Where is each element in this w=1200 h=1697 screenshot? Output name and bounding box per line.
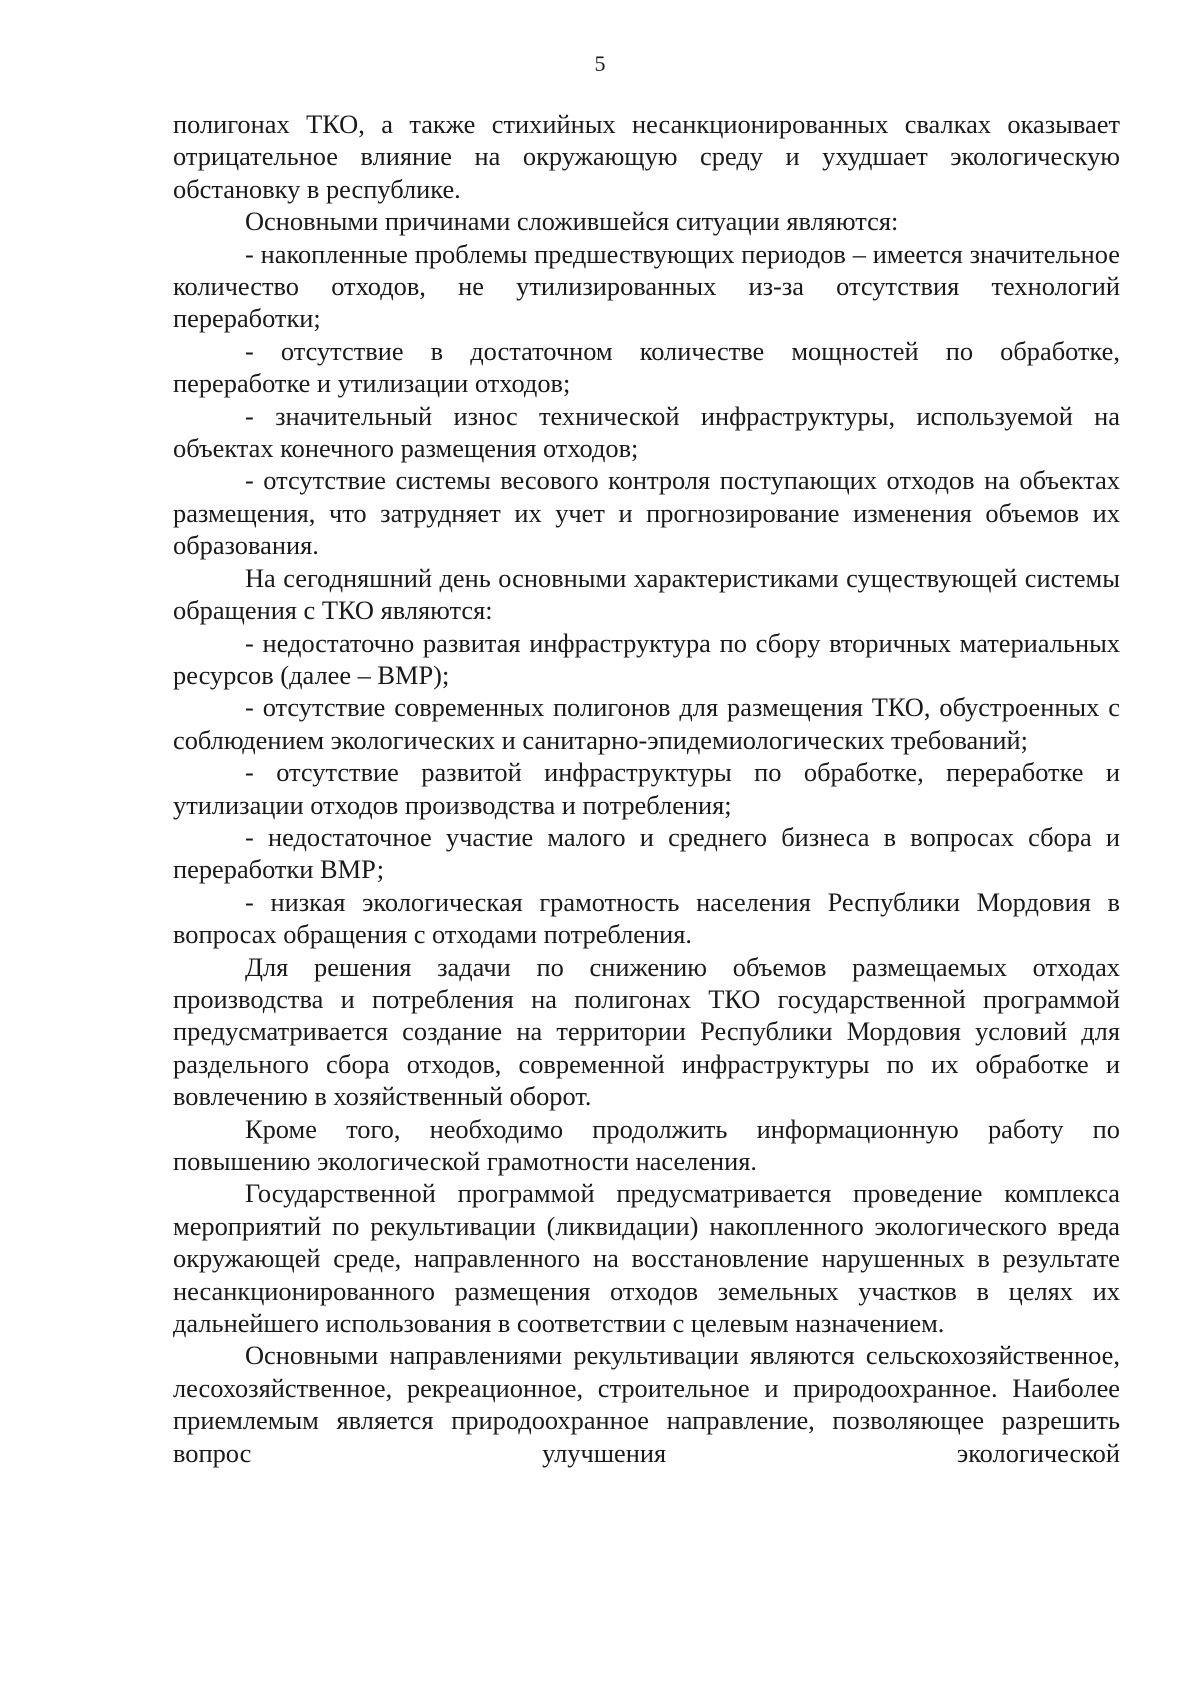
list-item: - низкая экологическая грамотность населения Республики Мордовия в вопросах обращения с отходами потребления. <box>173 886 1120 950</box>
list-item: - накопленные проблемы предшествующих периодов – имеется значительное количество отходов, не утилизированных из-за отсутствия технологий переработки; <box>173 238 1120 334</box>
paragraph: На сегодняшний день основными характеристиками существующей системы обращения с ТКО являются: <box>173 562 1120 626</box>
list-item: - отсутствие современных полигонов для размещения ТКО, обустроенных с соблюдением экологических и санитарно-эпидемиологических требований; <box>173 692 1120 755</box>
paragraph: Для решения задачи по снижению объемов размещаемых отходах производства и потребления на полигонах ТКО государственной программой предусматривается создание на территории Республики Мордовия условий для раздельного сбора отходов, современной инфраструктуры по их обработке и вовлечению в хозяйственный оборот. <box>173 951 1120 1112</box>
paragraph: Основными причинами сложившейся ситуации являются: <box>245 206 899 237</box>
paragraph: Основными направлениями рекультивации являются сельскохозяйственное, лесохозяйственное, рекреационное, строительное и природоохранное. Наиболее приемлемым является природоохранное направление, позволяющее разрешить вопрос улучшения экологической <box>173 1340 1120 1468</box>
paragraph: полигонах ТКО, а также стихийных несанкционированных свалках оказывает отрицательное влияние на окружающую среду и ухудшает экологическую обстановку в республике. <box>173 109 1120 204</box>
list-item: - недостаточно развитая инфраструктура по сбору вторичных материальных ресурсов (далее – ВМР); <box>173 627 1120 690</box>
document-body <box>173 108 1120 1469</box>
page-number: 5 <box>594 51 606 76</box>
list-item: - отсутствие развитой инфраструктуры по обработке, переработке и утилизации отходов производства и потребления; <box>173 757 1120 820</box>
paragraph: Кроме того, необходимо продолжить информационную работу по повышению экологической грамотности населения. <box>173 1113 1120 1176</box>
list-item: - недостаточное участие малого и среднего бизнеса в вопросах сбора и переработки ВМР; <box>173 821 1120 885</box>
paragraph: Государственной программой предусматривается проведение комплекса мероприятий по рекультивации (ликвидации) накопленного экологического вреда окружающей среде, направленного на восстановление нарушенных в результате несанкционированного размещения отходов земельных участков в целях их дальнейшего использования в соответствии с целевым назначением. <box>173 1178 1120 1339</box>
list-item: - значительный износ технической инфраструктуры, используемой на объектах конечного размещения отходов; <box>173 400 1120 464</box>
list-item: - отсутствие в достаточном количестве мощностей по обработке, переработке и утилизации отходов; <box>173 335 1120 399</box>
list-item: - отсутствие системы весового контроля поступающих отходов на объектах размещения, что затрудняет их учет и прогнозирование изменения объемов их образования. <box>173 465 1120 561</box>
